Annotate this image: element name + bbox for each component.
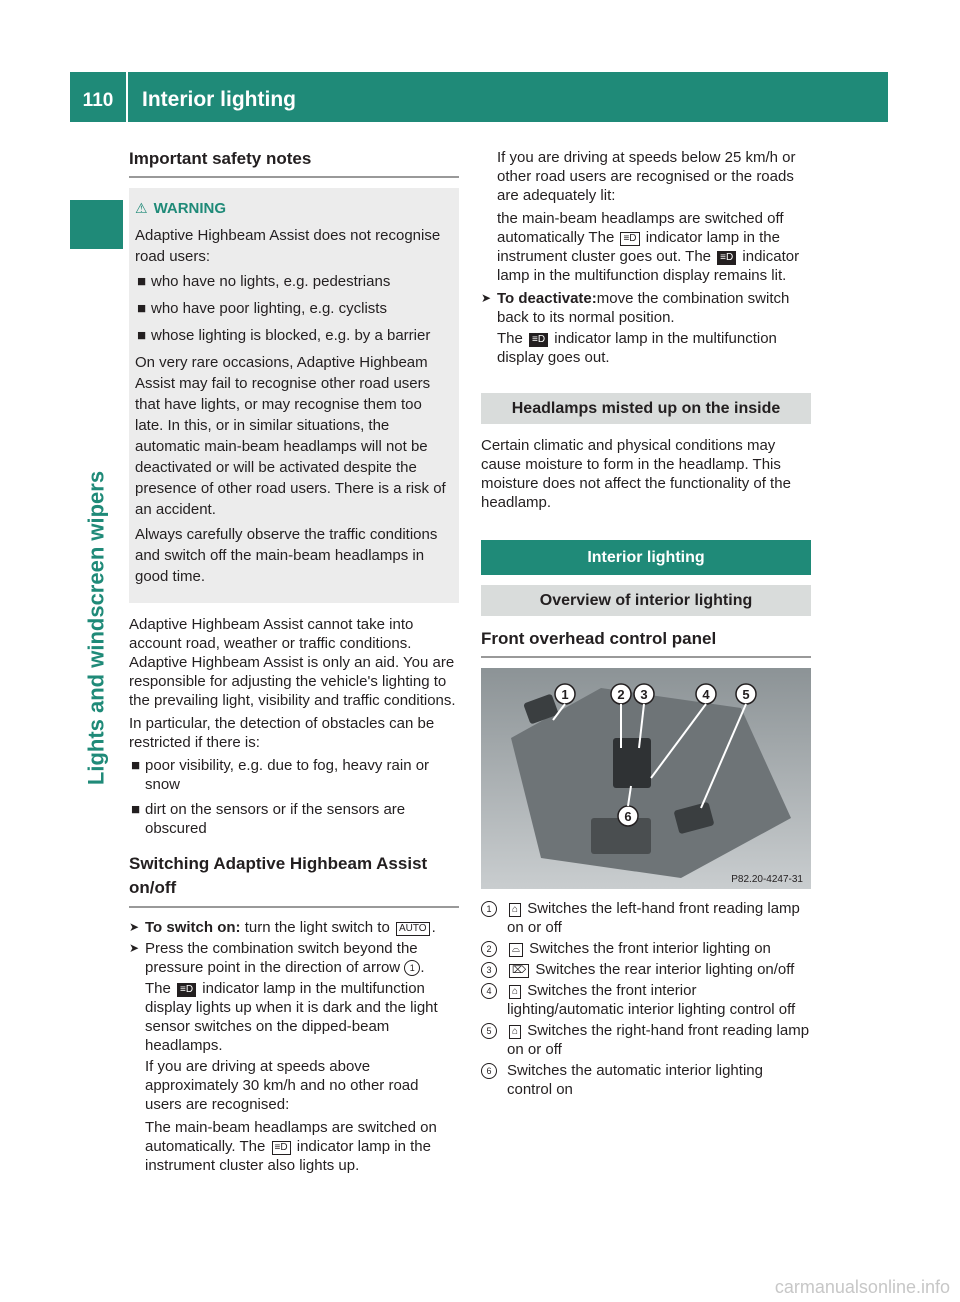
body-paragraph: If you are driving at speeds below 25 km/h or other road users are recognised or the roads are adequately lit: [497,149,796,204]
legend-item [481,899,811,937]
callout-label: 5 [742,687,750,702]
body-text: the main-beam headlamps are switched off automatically The [497,210,784,246]
reading-lamp-icon: ⌂ [509,903,521,917]
legend-number: 2 [481,941,497,957]
legend-text: Switches the automatic interior lighting control on [507,1062,763,1098]
right-column [481,148,811,1101]
legend-text: Switches the left-hand front reading lamp on or off [507,900,800,936]
continued-block [481,148,811,285]
legend-number: 5 [481,1023,497,1039]
highbeam-assist-icon: ≡D [529,333,548,347]
step-text: indicator lamp in the instrument cluster also lights up. [145,1138,431,1174]
step-arrow-icon: ➤ [481,291,492,305]
auto-switch-icon: AUTO [396,922,430,936]
front-lamp-icon: ⌓ [509,943,523,957]
list-item-text: poor visibility, e.g. due to fog, heavy rain or snow [145,757,430,793]
legend-number: 1 [481,901,497,917]
warning-bullet-text: who have poor lighting, e.g. cyclists [151,300,387,317]
warning-triangle-icon: ⚠ [135,200,148,216]
warning-title [135,198,451,219]
main-beam-icon: ≡D [272,1141,291,1155]
bullet-icon: ■ [137,327,147,344]
body-text: indicator lamp in the multifunction display remains lit. [497,248,800,284]
warning-bullet [135,298,451,319]
sidebar-tab [70,200,123,249]
step-text: The main-beam headlamps are switched on automatically. The [145,1119,437,1155]
left-column [129,148,459,1177]
warning-paragraph: On very rare occasions, Adaptive Highbeam Assist may fail to recognise other road users that have lights, or may recognise them too late. In this, or in similar situations, the automatic main-beam headlamps will not be deactivated or will be activated despite the presence of other road users. There is a risk of an accident. [135,354,446,518]
step-deactivate [481,289,811,367]
warning-paragraph: Always carefully observe the traffic conditions and switch off the main-beam headlamps in good time. [135,526,438,585]
legend-number: 6 [481,1063,497,1079]
legend-text: Switches the right-hand front reading lamp on or off [507,1022,810,1058]
legend-text: Switches the rear interior lighting on/off [535,961,795,978]
step-switch-on: ➤ To switch on: turn the light switch to AUTO . [129,919,436,936]
highbeam-assist-icon: ≡D [177,983,196,997]
heading-safety: Important safety notes [129,148,459,178]
step-text: move the combination switch back to its normal position. [497,290,790,326]
warning-intro: Adaptive Highbeam Assist does not recognise road users: [135,227,441,265]
header-divider [126,72,128,122]
step-text: The [145,980,171,997]
callout-label: 4 [702,687,710,702]
center-switch-block [613,738,651,788]
section-band-interior: Interior lighting [481,540,811,575]
body-paragraph: Certain climatic and physical conditions may cause moisture to form in the headlamp. This moisture does not affect the functionality of the headlamp. [481,437,791,511]
legend-item [481,1021,811,1059]
bullet-icon: ■ [137,273,147,290]
callout-label: 2 [617,687,625,702]
control-panel-illustration [481,668,811,889]
control-panel-photo [481,668,811,889]
rear-lamp-icon: ⌦ [509,964,529,978]
footer-watermark: carmanualsonline.info [774,1277,950,1297]
chapter-title: Interior lighting [142,88,296,111]
auto-off-lamp-icon: ⌂ [509,985,521,999]
step-text: The [497,330,523,347]
bullet-icon: ■ [131,801,141,818]
warning-bullet-text: whose lighting is blocked, e.g. by a barrier [151,327,431,344]
legend-number: 3 [481,962,497,978]
step-text: Press the combination switch beyond the pressure point in the direction of arrow [145,940,418,976]
legend-text: Switches the front interior lighting/automatic interior lighting control off [507,982,796,1018]
list-item-text: dirt on the sensors or if the sensors are obscured [145,801,406,837]
section-band-misted: Headlamps misted up on the inside [481,393,811,424]
warning-bullet [135,271,451,292]
callout-label: 6 [624,809,632,824]
step-text: turn the light switch to [244,919,390,936]
body-text: indicator lamp in the instrument cluster goes out. The [497,229,780,265]
section-band-overview: Overview of interior lighting [481,585,811,616]
step-arrow-icon: ➤ [129,920,140,934]
heading-panel: Front overhead control panel [481,628,811,658]
legend-number: 4 [481,983,497,999]
list-item [129,756,459,794]
step-text: indicator lamp in the multifunction display goes out. [497,330,777,366]
body-paragraph: Adaptive Highbeam Assist cannot take into account road, weather or traffic conditions. Adaptive Highbeam Assist is only an aid. You are responsible for adjusting the vehicle's lighting to the prevailing light, visibility and traffic conditions. [129,616,456,709]
step-subtext [145,979,459,1055]
warning-bullet [135,325,451,346]
legend-text: Switches the front interior lighting on [529,940,771,957]
bullet-icon: ■ [131,757,141,774]
legend-item [481,939,811,958]
photo-code: P82.20-4247-31 [731,874,803,885]
body-paragraph: In particular, the detection of obstacles can be restricted if there is: [129,715,435,751]
step-press-switch: ➤ Press the combination switch beyond the pressure point in the direction of arrow 1 . The ≡D indicator lamp in the multifunction display lights up when it is dark and the light sensor switches on the dipped-beam headlamps. If you are driving at speeds above approximately 30 km/h and no other road users are recognised: The main-beam headlamps are switched on automatically. The ≡D indicator lamp in the instrument cluster also lights up. [129,939,459,1175]
step-label: To deactivate: [497,290,597,307]
sidebar-label: Lights and windscreen wipers [83,470,109,786]
legend-item [481,1061,811,1099]
warning-title-text: WARNING [153,200,227,217]
step-subtext [497,329,811,367]
warning-box [129,188,459,603]
callout-1-icon: 1 [404,960,420,976]
step-label: To switch on: [145,919,241,936]
step-text: indicator lamp in the multifunction display lights up when it is dark and the light sensor switches on the dipped-beam headlamps. [145,980,438,1054]
body-paragraph [497,209,811,285]
callout-label: 1 [561,687,569,702]
reading-lamp-icon: ⌂ [509,1025,521,1039]
heading-switching: Switching Adaptive Highbeam Assist on/off [129,852,459,908]
legend-item [481,981,811,1019]
callout-label: 3 [640,687,648,702]
page-number: 110 [82,90,114,111]
list-item [129,800,459,838]
bullet-icon: ■ [137,300,147,317]
spacer [481,516,811,540]
step-subtext [145,1118,459,1175]
legend-item [481,960,811,979]
spacer [481,369,811,393]
main-beam-icon: ≡D [620,232,639,246]
step-arrow-icon: ➤ [129,941,140,955]
highbeam-assist-icon: ≡D [717,251,736,265]
step-subtext: If you are driving at speeds above approximately 30 km/h and no other road users are recognised: [145,1058,419,1113]
warning-bullet-text: who have no lights, e.g. pedestrians [151,273,391,290]
